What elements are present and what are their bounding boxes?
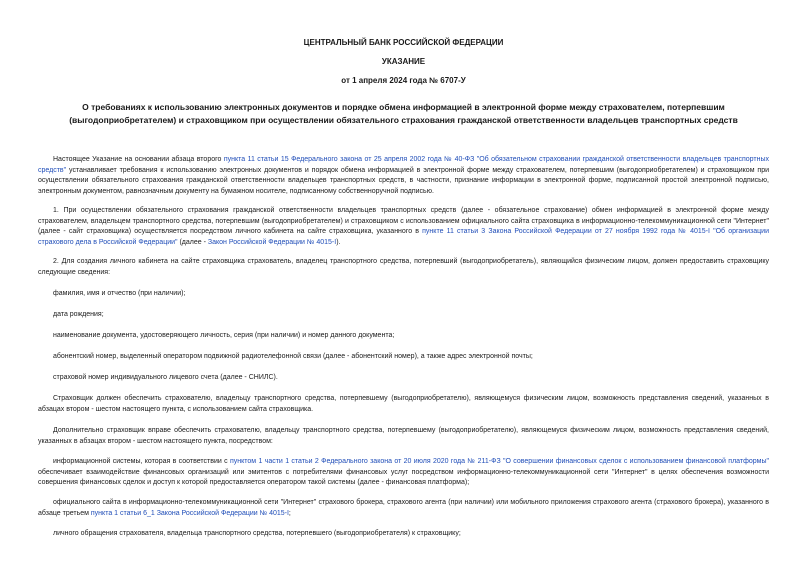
- document-date-number: от 1 апреля 2024 года № 6707-У: [341, 76, 466, 85]
- list-item: фамилия, имя и отчество (при наличии);: [53, 290, 186, 297]
- paragraph-6: официального сайта в информационно-телекоммуникационной сети "Интернет" страхового брокера, страхового агента (при наличии) или мобильного приложения страхового агента (страхового брокера), указанного в абзаце третьем пункта 1 статьи 6_1 Закона Российской Федерации № 4015-I;: [38, 499, 769, 517]
- paragraph-7: личного обращения страхователя, владельца транспортного средства, потерпевшего (выгодоприобретателя) к страховщику;: [53, 530, 461, 537]
- paragraph-5: информационной системы, которая в соответствии с пунктом 1 части 1 статьи 2 Федерального закона от 20 июля 2020 года № 211-ФЗ "О совершении финансовых сделок с использованием финансовой платформы" обеспечивает взаимодействие финансовых организаций или эмитентов с потребителями финансовых услуг посредством информационно-телекоммуникационной сети "Интернет" в целях обеспечения возможности совершения финансовых сделок и доступ к которой предоставляется оператором такой системы (далее - финансовая платформа);: [38, 458, 769, 486]
- list-item: наименование документа, удостоверяющего личность, серия (при наличии) и номер данного документа;: [53, 332, 395, 339]
- paragraph-2: 2. Для создания личного кабинета на сайте страховщика страхователь, владелец транспортного средства, потерпевший (выгодоприобретатель), являющийся физическим лицом, должен предоставить страховщику следующие сведения:: [38, 258, 769, 276]
- list-item: дата рождения;: [53, 311, 104, 318]
- document-type-heading: УКАЗАНИЕ: [381, 57, 426, 66]
- paragraph-4: Дополнительно страховщик вправе обеспечить страхователю, владельцу транспортного средства, потерпевшему (выгодоприобретателю), являющемуся физическим лицом, возможность представления сведений, указанных в абзацах втором - шестом настоящего пункта, посредством:: [38, 427, 769, 445]
- document-title: О требованиях к использованию электронных документов и порядке обмена информацией в электронной форме между страхователем, потерпевшим (выгодоприобретателем) и страховщиком при осуществлении обязательного страхования гражданской ответственности владельцев транспортных средств: [69, 102, 738, 125]
- list-item: страховой номер индивидуального лицевого счета (далее - СНИЛС).: [53, 374, 278, 381]
- list-item: абонентский номер, выделенный оператором подвижной радиотелефонной связи (далее - абонентский номер), а также адрес электронной почты;: [53, 353, 533, 360]
- law-4015-link[interactable]: пункте 11 статьи 3 Закона Российской Федерации от 27 ноября 1992 года № 4015-I "Об организации страхового дела в Российской Федерации": [38, 228, 769, 246]
- law-4015-short-link[interactable]: Закон Российской Федерации № 4015-I: [207, 238, 337, 246]
- preamble-paragraph: Настоящее Указание на основании абзаца второго пункта 11 статьи 15 Федерального закона от 25 апреля 2002 года № 40-ФЗ "Об обязательном страховании гражданской ответственности владельцев транспортных средств" устанавливает требования к использованию электронных документов и порядок обмена информацией в электронной форме между страхователем, потерпевшим (выгодоприобретателем) и страховщиком при осуществлении обязательного страхования гражданской ответственности владельцев транспортных средств, в частности, признание информации в электронной форме, подписанной простой электронной подписью, электронным документом, равнозначным документу на бумажном носителе, подписанному собственноручной подписью.: [38, 156, 769, 195]
- paragraph-1: 1. При осуществлении обязательного страхования гражданской ответственности владельцев транспортных средств (далее - обязательное страхование) обмен информацией в электронной форме между страхователем, владельцем транспортного средства, потерпевшим (выгодоприобретателем) и страховщиком с использованием официального сайта страховщика в информационно-телекоммуникационной сети "Интернет" (далее - сайт страховщика) осуществляется посредством личного кабинета на сайте страховщика, указанного в пункте 11 статьи 3 Закона Российской Федерации от 27 ноября 1992 года № 4015-I "Об организации страхового дела в Российской Федерации" (далее - Закон Российской Федерации № 4015-I).: [38, 207, 769, 246]
- paragraph-3: Страховщик должен обеспечить страхователю, владельцу транспортного средства, потерпевшему (выгодоприобретателю), являющемуся физическим лицом, возможность представления сведений, указанных в абзацах втором - шестом настоящего пункта, с использованием сайта страховщика.: [38, 395, 769, 413]
- law-40fz-link[interactable]: пункта 11 статьи 15 Федерального закона от 25 апреля 2002 года № 40-ФЗ "Об обязательном страховании гражданской ответственности владельцев транспортных средств": [38, 156, 769, 174]
- law-211fz-link[interactable]: пунктом 1 части 1 статьи 2 Федерального закона от 20 июля 2020 года № 211-ФЗ "О совершении финансовых сделок с использованием финансовой платформы": [229, 458, 769, 465]
- issuer-heading: ЦЕНТРАЛЬНЫЙ БАНК РОССИЙСКОЙ ФЕДЕРАЦИИ: [303, 38, 504, 47]
- law-4015-article-link[interactable]: пункта 1 статьи 6_1 Закона Российской Федерации № 4015-I: [90, 509, 289, 517]
